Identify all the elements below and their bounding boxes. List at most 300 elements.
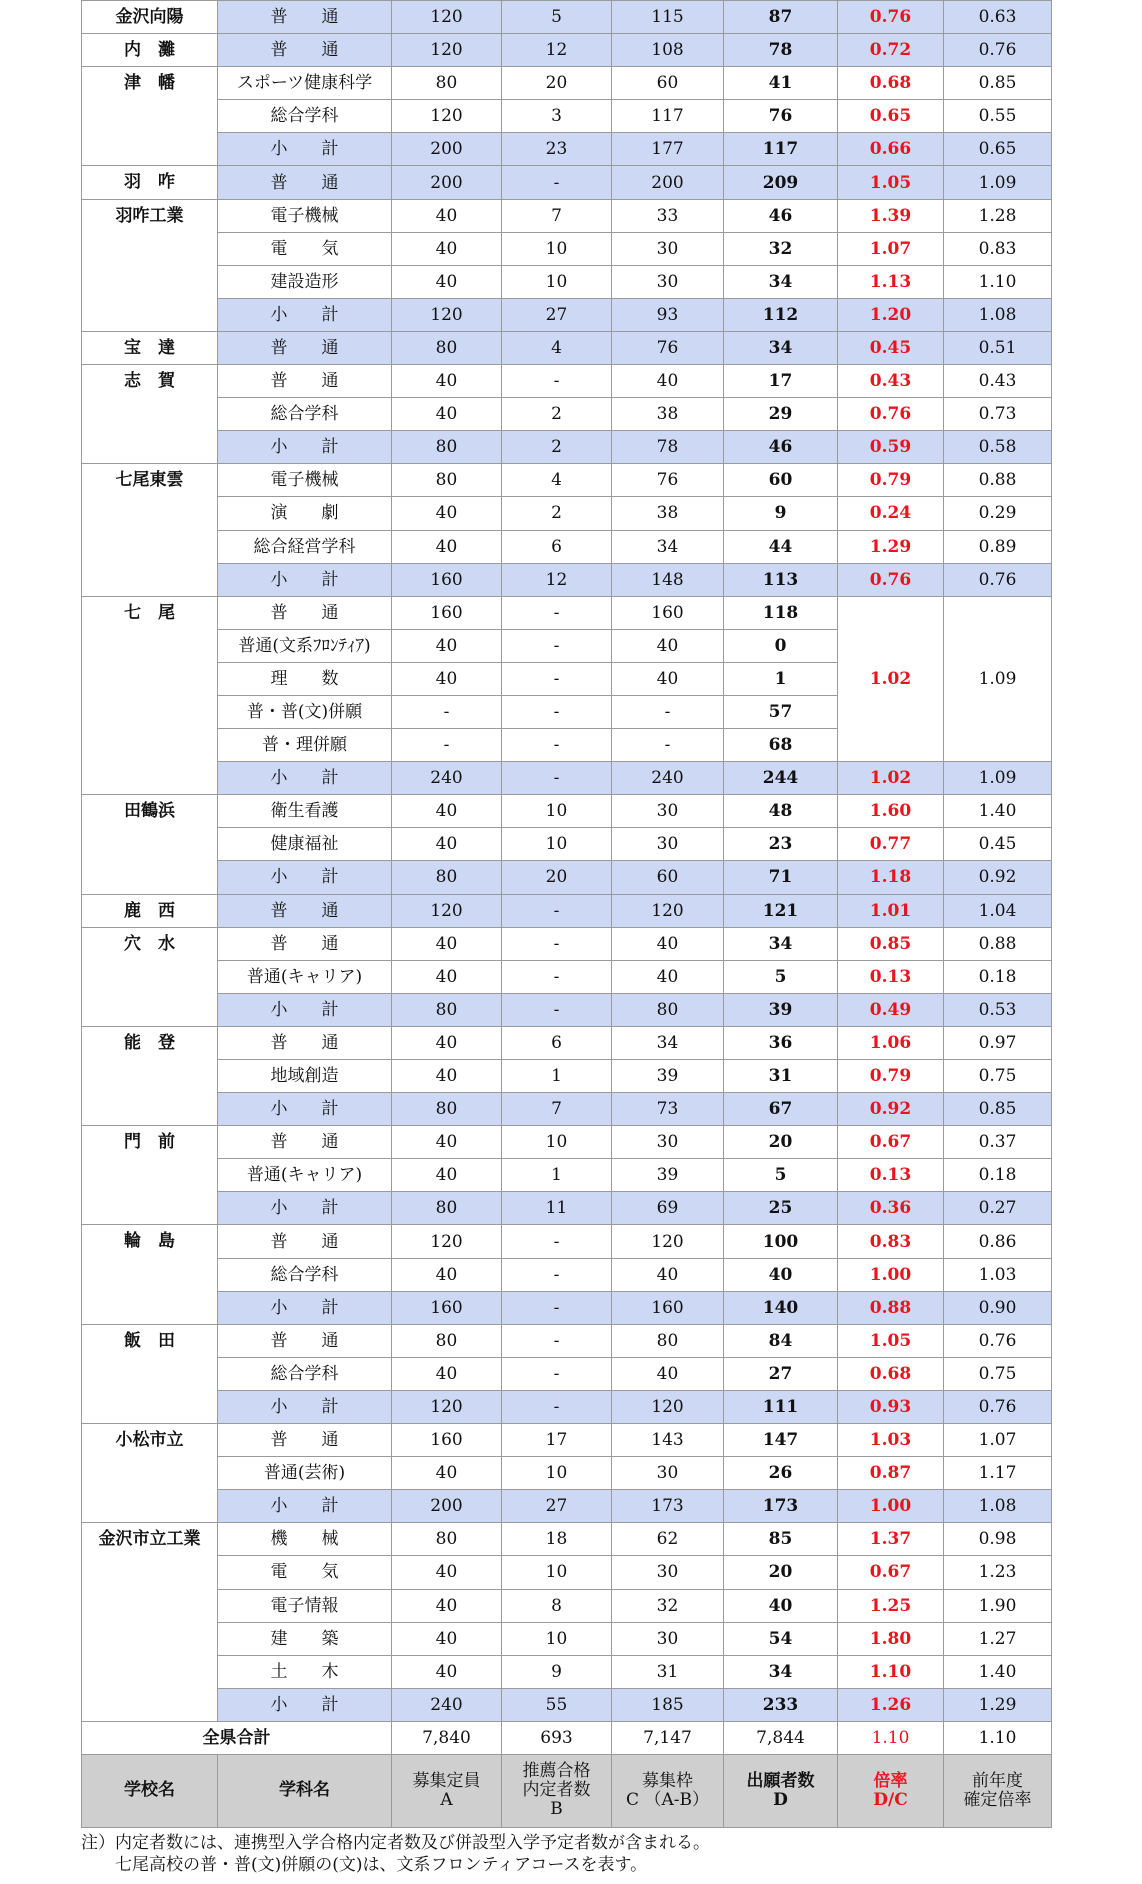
- department-cell: 小 計: [218, 861, 392, 894]
- table-row: [82, 1589, 1052, 1622]
- applicants-cell: 27: [724, 1357, 838, 1390]
- department-cell: 電子機械: [218, 199, 392, 232]
- capacity-cell: 80: [392, 861, 502, 894]
- total-capacity: 7,840: [392, 1721, 502, 1754]
- ratio-cell: 0.59: [838, 431, 944, 464]
- frame-cell: 38: [612, 398, 724, 431]
- table-row: [82, 398, 1052, 431]
- table-row: [82, 1556, 1052, 1589]
- school-name-cell: 七尾東雲: [82, 464, 218, 596]
- frame-cell: 148: [612, 563, 724, 596]
- applicants-cell: 40: [724, 1258, 838, 1291]
- department-cell: 普 通: [218, 1324, 392, 1357]
- frame-cell: 38: [612, 497, 724, 530]
- frame-cell: 31: [612, 1655, 724, 1688]
- capacity-cell: 40: [392, 662, 502, 695]
- school-name-cell: 津 幡: [82, 67, 218, 166]
- applicants-cell: 173: [724, 1490, 838, 1523]
- table-body: [82, 1, 1052, 1828]
- previous-ratio-cell: 0.18: [944, 1159, 1052, 1192]
- recommended-cell: -: [502, 1357, 612, 1390]
- applicants-cell: 17: [724, 365, 838, 398]
- capacity-cell: 160: [392, 596, 502, 629]
- recommended-cell: 23: [502, 133, 612, 166]
- applicants-cell: 57: [724, 695, 838, 728]
- ratio-cell: 0.88: [838, 1291, 944, 1324]
- ratio-cell: 0.76: [838, 398, 944, 431]
- applicants-cell: 117: [724, 133, 838, 166]
- capacity-cell: 160: [392, 1291, 502, 1324]
- previous-ratio-cell: 1.17: [944, 1457, 1052, 1490]
- applicants-cell: 32: [724, 232, 838, 265]
- applicants-cell: 147: [724, 1424, 838, 1457]
- applicants-cell: 76: [724, 100, 838, 133]
- frame-cell: 160: [612, 1291, 724, 1324]
- header-applicants: [724, 1754, 838, 1827]
- table-row: [82, 1225, 1052, 1258]
- previous-ratio-cell: 0.76: [944, 34, 1052, 67]
- table-row: [82, 34, 1052, 67]
- department-cell: 機 械: [218, 1523, 392, 1556]
- table-row: [82, 1, 1052, 34]
- table-row: [82, 464, 1052, 497]
- ratio-cell: 0.76: [838, 563, 944, 596]
- recommended-cell: 3: [502, 100, 612, 133]
- applicants-cell: 111: [724, 1390, 838, 1423]
- ratio-cell: 0.76: [838, 1, 944, 34]
- table-row: [82, 762, 1052, 795]
- previous-ratio-cell: 0.89: [944, 530, 1052, 563]
- frame-cell: 120: [612, 1225, 724, 1258]
- table-row: [82, 530, 1052, 563]
- previous-ratio-cell: 0.76: [944, 1324, 1052, 1357]
- department-cell: 小 計: [218, 563, 392, 596]
- capacity-cell: 80: [392, 1192, 502, 1225]
- frame-cell: 117: [612, 100, 724, 133]
- capacity-cell: 120: [392, 894, 502, 927]
- school-name-cell: 鹿 西: [82, 894, 218, 927]
- frame-cell: 185: [612, 1688, 724, 1721]
- frame-cell: 173: [612, 1490, 724, 1523]
- capacity-cell: 80: [392, 1523, 502, 1556]
- frame-cell: 30: [612, 1622, 724, 1655]
- table-row: [82, 265, 1052, 298]
- department-cell: 小 計: [218, 298, 392, 331]
- capacity-cell: 40: [392, 1589, 502, 1622]
- header-previous-ratio: [944, 1754, 1052, 1827]
- previous-ratio-cell: 0.73: [944, 398, 1052, 431]
- table-row: [82, 199, 1052, 232]
- recommended-cell: -: [502, 596, 612, 629]
- school-name-cell: 七 尾: [82, 596, 218, 795]
- table-row: [82, 497, 1052, 530]
- recommended-cell: -: [502, 166, 612, 199]
- ratio-cell: 0.85: [838, 927, 944, 960]
- capacity-cell: 120: [392, 1, 502, 34]
- table-row: [82, 596, 1052, 629]
- previous-ratio-cell: 1.40: [944, 795, 1052, 828]
- department-cell: 電 気: [218, 1556, 392, 1589]
- frame-cell: 40: [612, 927, 724, 960]
- previous-ratio-cell: 0.63: [944, 1, 1052, 34]
- recommended-cell: -: [502, 1390, 612, 1423]
- department-cell: 電子情報: [218, 1589, 392, 1622]
- department-cell: 普 通: [218, 927, 392, 960]
- recommended-cell: -: [502, 729, 612, 762]
- frame-cell: 69: [612, 1192, 724, 1225]
- total-frame: 7,147: [612, 1721, 724, 1754]
- department-cell: 電 気: [218, 232, 392, 265]
- applicants-cell: 48: [724, 795, 838, 828]
- capacity-cell: -: [392, 695, 502, 728]
- department-cell: 小 計: [218, 1390, 392, 1423]
- ratio-cell: 1.00: [838, 1490, 944, 1523]
- total-label: 全県合計: [82, 1721, 392, 1754]
- ratio-cell: 1.00: [838, 1258, 944, 1291]
- table-row: [82, 1390, 1052, 1423]
- department-cell: スポーツ健康科学: [218, 67, 392, 100]
- column-header-row: [82, 1754, 1052, 1827]
- table-row: [82, 298, 1052, 331]
- header-frame-line: C （A-B）: [626, 1789, 709, 1810]
- applicants-cell: 140: [724, 1291, 838, 1324]
- ratio-cell: 0.92: [838, 1093, 944, 1126]
- table-row: [82, 1622, 1052, 1655]
- department-cell: 普通(キャリア): [218, 1159, 392, 1192]
- applicants-cell: 34: [724, 1655, 838, 1688]
- frame-cell: 30: [612, 265, 724, 298]
- school-name-cell: 金沢向陽: [82, 1, 218, 34]
- applicants-cell: 25: [724, 1192, 838, 1225]
- ratio-cell: 1.39: [838, 199, 944, 232]
- department-cell: 小 計: [218, 993, 392, 1026]
- ratio-cell: 1.18: [838, 861, 944, 894]
- frame-cell: 73: [612, 1093, 724, 1126]
- recommended-cell: 10: [502, 1126, 612, 1159]
- ratio-cell: 0.67: [838, 1126, 944, 1159]
- department-cell: 普 通: [218, 34, 392, 67]
- recommended-cell: 9: [502, 1655, 612, 1688]
- table-row: [82, 1291, 1052, 1324]
- capacity-cell: 240: [392, 762, 502, 795]
- ratio-cell: 0.49: [838, 993, 944, 1026]
- capacity-cell: 40: [392, 1622, 502, 1655]
- capacity-cell: 200: [392, 1490, 502, 1523]
- department-cell: 普通(芸術): [218, 1457, 392, 1490]
- table-row: [82, 960, 1052, 993]
- department-cell: 総合学科: [218, 1258, 392, 1291]
- applicants-cell: 121: [724, 894, 838, 927]
- school-name-cell: 宝 達: [82, 331, 218, 364]
- header-capacity-line: 募集定員: [412, 1770, 481, 1791]
- header-applicants-line: 出願者数: [746, 1770, 815, 1791]
- department-cell: 普 通: [218, 596, 392, 629]
- ratio-cell: 0.83: [838, 1225, 944, 1258]
- recommended-cell: 6: [502, 530, 612, 563]
- department-cell: 普 通: [218, 166, 392, 199]
- frame-cell: 93: [612, 298, 724, 331]
- capacity-cell: 120: [392, 100, 502, 133]
- applicants-cell: 67: [724, 1093, 838, 1126]
- applicants-cell: 112: [724, 298, 838, 331]
- department-cell: 総合経営学科: [218, 530, 392, 563]
- footnote-line: 注）内定者数には、連携型入学合格内定者数及び併設型入学予定者数が含まれる。: [81, 1833, 710, 1853]
- header-previous-ratio-line: 確定倍率: [963, 1789, 1032, 1810]
- previous-ratio-cell: 0.98: [944, 1523, 1052, 1556]
- recommended-cell: -: [502, 762, 612, 795]
- header-department: 学科名: [218, 1754, 392, 1827]
- recommended-cell: 4: [502, 331, 612, 364]
- frame-cell: 108: [612, 34, 724, 67]
- frame-cell: 120: [612, 1390, 724, 1423]
- ratio-cell: 1.37: [838, 1523, 944, 1556]
- total-recommended: 693: [502, 1721, 612, 1754]
- recommended-cell: 10: [502, 232, 612, 265]
- ratio-cell: 1.25: [838, 1589, 944, 1622]
- frame-cell: 80: [612, 1324, 724, 1357]
- school-name-cell: 穴 水: [82, 927, 218, 1026]
- department-cell: 総合学科: [218, 100, 392, 133]
- header-applicants-line: D: [773, 1789, 788, 1810]
- previous-ratio-cell: 0.75: [944, 1060, 1052, 1093]
- previous-ratio-cell: 0.37: [944, 1126, 1052, 1159]
- applicants-cell: 87: [724, 1, 838, 34]
- header-recommended: [502, 1754, 612, 1827]
- department-cell: 小 計: [218, 133, 392, 166]
- applicants-cell: 209: [724, 166, 838, 199]
- capacity-cell: 120: [392, 34, 502, 67]
- department-cell: 建設造形: [218, 265, 392, 298]
- previous-ratio-cell: 1.08: [944, 1490, 1052, 1523]
- recommended-cell: 27: [502, 298, 612, 331]
- ratio-cell: 0.13: [838, 960, 944, 993]
- header-school: 学校名: [82, 1754, 218, 1827]
- previous-ratio-cell: 1.03: [944, 1258, 1052, 1291]
- department-cell: 普 通: [218, 1026, 392, 1059]
- frame-cell: 40: [612, 1258, 724, 1291]
- capacity-cell: -: [392, 729, 502, 762]
- frame-cell: 39: [612, 1159, 724, 1192]
- frame-cell: 30: [612, 795, 724, 828]
- school-name-cell: 能 登: [82, 1026, 218, 1125]
- previous-ratio-cell: 1.28: [944, 199, 1052, 232]
- recommended-cell: 55: [502, 1688, 612, 1721]
- applicants-cell: 20: [724, 1556, 838, 1589]
- applicants-cell: 71: [724, 861, 838, 894]
- department-cell: 普通(キャリア): [218, 960, 392, 993]
- applicants-cell: 46: [724, 431, 838, 464]
- frame-cell: 40: [612, 960, 724, 993]
- header-recommended-line: B: [550, 1799, 563, 1820]
- department-cell: 健康福祉: [218, 828, 392, 861]
- capacity-cell: 40: [392, 1159, 502, 1192]
- header-recommended-line: 内定者数: [522, 1780, 591, 1801]
- previous-ratio-cell: 0.29: [944, 497, 1052, 530]
- ratio-cell: 1.80: [838, 1622, 944, 1655]
- ratio-cell: 1.26: [838, 1688, 944, 1721]
- capacity-cell: 160: [392, 1424, 502, 1457]
- table-row: [82, 828, 1052, 861]
- previous-ratio-cell: 1.07: [944, 1424, 1052, 1457]
- capacity-cell: 40: [392, 265, 502, 298]
- table-row: [82, 100, 1052, 133]
- applicants-cell: 39: [724, 993, 838, 1026]
- header-ratio-line: D/C: [873, 1789, 908, 1810]
- frame-cell: 30: [612, 232, 724, 265]
- recommended-cell: 4: [502, 464, 612, 497]
- header-frame-line: 募集枠: [642, 1770, 693, 1791]
- header-capacity-line: A: [440, 1789, 453, 1810]
- capacity-cell: 40: [392, 1026, 502, 1059]
- applicants-cell: 54: [724, 1622, 838, 1655]
- applicants-cell: 34: [724, 265, 838, 298]
- previous-ratio-cell: 0.75: [944, 1357, 1052, 1390]
- frame-cell: 80: [612, 993, 724, 1026]
- table-row: [82, 1258, 1052, 1291]
- capacity-cell: 80: [392, 993, 502, 1026]
- applicants-cell: 29: [724, 398, 838, 431]
- applicants-cell: 5: [724, 1159, 838, 1192]
- ratio-cell: 1.05: [838, 166, 944, 199]
- capacity-cell: 40: [392, 1357, 502, 1390]
- capacity-cell: 80: [392, 331, 502, 364]
- ratio-cell: 0.68: [838, 67, 944, 100]
- department-cell: 普 通: [218, 331, 392, 364]
- table-row: [82, 1324, 1052, 1357]
- recommended-cell: 2: [502, 497, 612, 530]
- previous-ratio-cell: 1.10: [944, 265, 1052, 298]
- department-cell: 普 通: [218, 1, 392, 34]
- table-row: [82, 133, 1052, 166]
- capacity-cell: 40: [392, 927, 502, 960]
- applicants-cell: 46: [724, 199, 838, 232]
- recommended-cell: -: [502, 960, 612, 993]
- total-ratio: 1.10: [838, 1721, 944, 1754]
- applicants-cell: 34: [724, 331, 838, 364]
- header-ratio-line: 倍率: [873, 1770, 908, 1791]
- capacity-cell: 40: [392, 629, 502, 662]
- ratio-cell: 1.06: [838, 1026, 944, 1059]
- capacity-cell: 40: [392, 795, 502, 828]
- total-row: [82, 1721, 1052, 1754]
- table-row: [82, 166, 1052, 199]
- ratio-cell: 1.02: [838, 762, 944, 795]
- header-recommended-line: 推薦合格: [522, 1761, 591, 1782]
- table-row: [82, 67, 1052, 100]
- ratio-cell: 0.13: [838, 1159, 944, 1192]
- capacity-cell: 40: [392, 530, 502, 563]
- applicants-cell: 84: [724, 1324, 838, 1357]
- frame-cell: 30: [612, 828, 724, 861]
- recommended-cell: 12: [502, 34, 612, 67]
- ratio-cell: 1.05: [838, 1324, 944, 1357]
- department-cell: 普 通: [218, 365, 392, 398]
- ratio-cell: 0.24: [838, 497, 944, 530]
- frame-cell: 76: [612, 331, 724, 364]
- frame-cell: 60: [612, 861, 724, 894]
- ratio-cell: 0.79: [838, 1060, 944, 1093]
- table-row: [82, 331, 1052, 364]
- previous-ratio-cell: 1.09: [944, 596, 1052, 761]
- header-ratio: [838, 1754, 944, 1827]
- table-row: [82, 431, 1052, 464]
- school-name-cell: 志 賀: [82, 365, 218, 464]
- ratio-cell: 1.60: [838, 795, 944, 828]
- department-cell: 演 劇: [218, 497, 392, 530]
- table-row: [82, 1126, 1052, 1159]
- recommended-cell: -: [502, 1291, 612, 1324]
- previous-ratio-cell: 0.92: [944, 861, 1052, 894]
- applicants-cell: 100: [724, 1225, 838, 1258]
- department-cell: 地域創造: [218, 1060, 392, 1093]
- ratio-cell: 0.68: [838, 1357, 944, 1390]
- school-name-cell: 小松市立: [82, 1424, 218, 1523]
- recommended-cell: 18: [502, 1523, 612, 1556]
- department-cell: 普 通: [218, 894, 392, 927]
- department-cell: 普 通: [218, 1126, 392, 1159]
- school-name-cell: 門 前: [82, 1126, 218, 1225]
- frame-cell: 30: [612, 1457, 724, 1490]
- frame-cell: 160: [612, 596, 724, 629]
- department-cell: 小 計: [218, 1688, 392, 1721]
- recommended-cell: 5: [502, 1, 612, 34]
- department-cell: 衛生看護: [218, 795, 392, 828]
- recommended-cell: 17: [502, 1424, 612, 1457]
- department-cell: 総合学科: [218, 1357, 392, 1390]
- ratio-cell: 0.77: [838, 828, 944, 861]
- frame-cell: 40: [612, 662, 724, 695]
- capacity-cell: 40: [392, 232, 502, 265]
- applicants-cell: 118: [724, 596, 838, 629]
- applicants-cell: 36: [724, 1026, 838, 1059]
- recommended-cell: 1: [502, 1060, 612, 1093]
- recommended-cell: -: [502, 927, 612, 960]
- capacity-cell: 40: [392, 1126, 502, 1159]
- department-cell: 普 通: [218, 1424, 392, 1457]
- recommended-cell: -: [502, 629, 612, 662]
- department-cell: 理 数: [218, 662, 392, 695]
- recommended-cell: -: [502, 1324, 612, 1357]
- capacity-cell: 120: [392, 1225, 502, 1258]
- applicants-cell: 26: [724, 1457, 838, 1490]
- school-name-cell: 金沢市立工業: [82, 1523, 218, 1722]
- previous-ratio-cell: 0.86: [944, 1225, 1052, 1258]
- recommended-cell: -: [502, 993, 612, 1026]
- recommended-cell: 20: [502, 67, 612, 100]
- previous-ratio-cell: 0.85: [944, 1093, 1052, 1126]
- recommended-cell: -: [502, 1225, 612, 1258]
- previous-ratio-cell: 1.04: [944, 894, 1052, 927]
- recommended-cell: 10: [502, 1556, 612, 1589]
- previous-ratio-cell: 0.88: [944, 927, 1052, 960]
- frame-cell: 120: [612, 894, 724, 927]
- recommended-cell: 6: [502, 1026, 612, 1059]
- previous-ratio-cell: 0.85: [944, 67, 1052, 100]
- department-cell: 普通(文系ﾌﾛﾝﾃｨｱ): [218, 629, 392, 662]
- frame-cell: 115: [612, 1, 724, 34]
- capacity-cell: 200: [392, 133, 502, 166]
- capacity-cell: 40: [392, 1655, 502, 1688]
- capacity-cell: 200: [392, 166, 502, 199]
- frame-cell: 30: [612, 1556, 724, 1589]
- table-row: [82, 1159, 1052, 1192]
- header-capacity: [392, 1754, 502, 1827]
- recommended-cell: -: [502, 894, 612, 927]
- department-cell: 小 計: [218, 1291, 392, 1324]
- frame-cell: 40: [612, 365, 724, 398]
- table-row: [82, 1093, 1052, 1126]
- previous-ratio-cell: 0.27: [944, 1192, 1052, 1225]
